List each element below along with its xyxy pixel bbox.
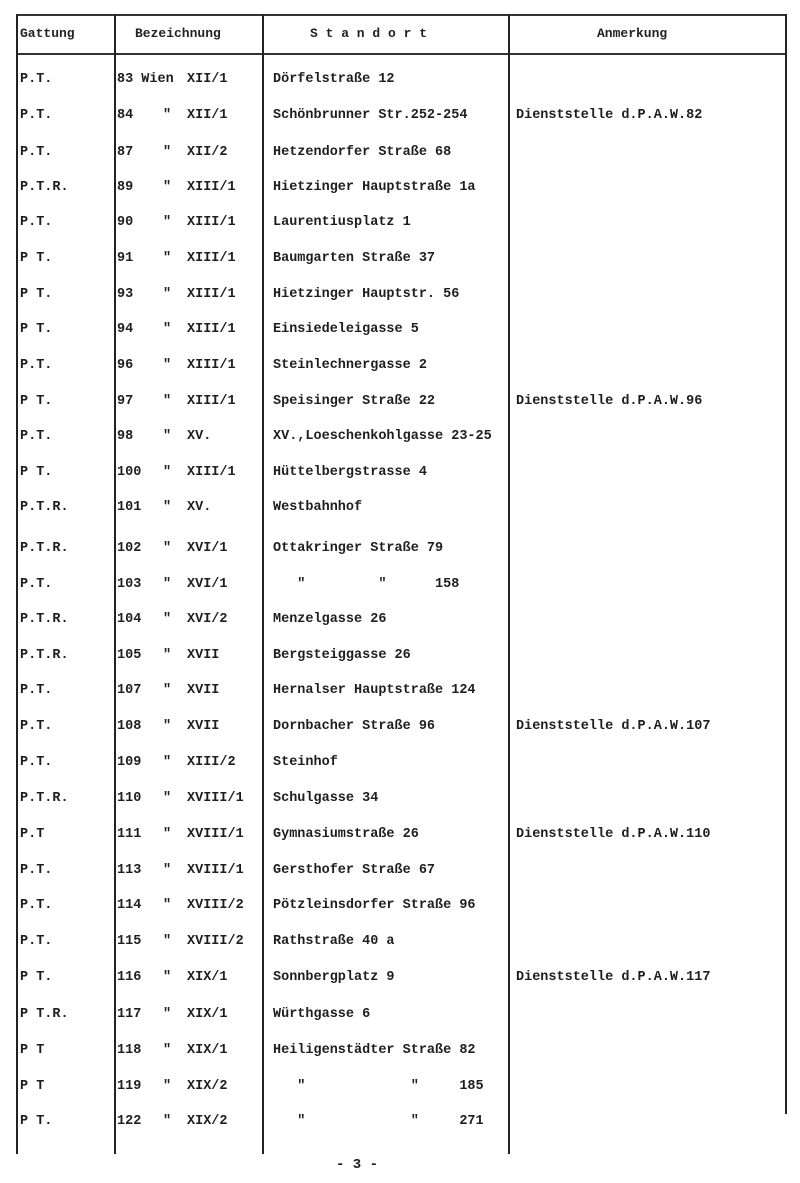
nummer-cell: 109 xyxy=(117,755,142,770)
ditto-mark: " xyxy=(163,108,172,123)
nummer-cell: 118 xyxy=(117,1043,142,1058)
anmerkung-cell: Dienststelle d.P.A.W.110 xyxy=(516,827,711,842)
ditto-mark: " xyxy=(163,145,172,160)
gattung-cell: P.T. xyxy=(20,145,53,160)
nummer-cell: 93 xyxy=(117,287,134,302)
gattung-cell: P T. xyxy=(20,322,53,337)
ditto-mark: " xyxy=(163,577,172,592)
gattung-cell: P T. xyxy=(20,1114,53,1129)
gattung-cell: P T. xyxy=(20,394,53,409)
gattung-cell: P.T.R. xyxy=(20,500,69,515)
nummer-cell: 102 xyxy=(117,541,142,556)
bezirk-cell: XIX/2 xyxy=(187,1079,228,1094)
gattung-cell: P.T. xyxy=(20,358,53,373)
ditto-mark: " xyxy=(163,358,172,373)
bezirk-cell: XVII xyxy=(187,683,220,698)
bezirk-cell: XVI/1 xyxy=(187,541,228,556)
ditto-mark: " xyxy=(163,215,172,230)
ditto-mark: " xyxy=(163,322,172,337)
ditto-mark: " xyxy=(163,1079,172,1094)
gattung-cell: P.T. xyxy=(20,863,53,878)
gattung-cell: P.T.R. xyxy=(20,791,69,806)
ditto-mark: " xyxy=(163,180,172,195)
gattung-cell: P.T. xyxy=(20,429,53,444)
gattung-cell: P.T. xyxy=(20,683,53,698)
gattung-cell: P T. xyxy=(20,970,53,985)
gattung-cell: P.T. xyxy=(20,719,53,734)
nummer-cell: 114 xyxy=(117,898,142,913)
standort-cell: Ottakringer Straße 79 xyxy=(273,541,444,556)
ditto-mark: " xyxy=(163,648,172,663)
nummer-cell: 116 xyxy=(117,970,142,985)
table-right-border xyxy=(785,14,787,1114)
column-divider-3 xyxy=(508,14,510,1154)
nummer-cell: 83 Wien xyxy=(117,72,174,87)
standort-cell: " " 271 xyxy=(273,1114,484,1129)
bezirk-cell: XVII xyxy=(187,648,220,663)
standort-cell: Steinlechnergasse 2 xyxy=(273,358,427,373)
anmerkung-cell: Dienststelle d.P.A.W.96 xyxy=(516,394,703,409)
ditto-mark: " xyxy=(163,863,172,878)
nummer-cell: 94 xyxy=(117,322,134,337)
gattung-cell: P.T xyxy=(20,827,45,842)
nummer-cell: 96 xyxy=(117,358,134,373)
ditto-mark: " xyxy=(163,251,172,266)
standort-cell: XV.,Loeschenkohlgasse 23-25 xyxy=(273,429,492,444)
bezirk-cell: XII/1 xyxy=(187,108,228,123)
bezirk-cell: XIII/1 xyxy=(187,180,236,195)
nummer-cell: 107 xyxy=(117,683,142,698)
nummer-cell: 100 xyxy=(117,465,142,480)
standort-cell: Laurentiusplatz 1 xyxy=(273,215,411,230)
ditto-mark: " xyxy=(163,394,172,409)
gattung-cell: P T. xyxy=(20,465,53,480)
standort-cell: Gersthofer Straße 67 xyxy=(273,863,436,878)
bezirk-cell: XIII/1 xyxy=(187,394,236,409)
gattung-cell: P.T. xyxy=(20,215,53,230)
bezirk-cell: XIX/1 xyxy=(187,1043,228,1058)
standort-cell: " " 158 xyxy=(273,577,460,592)
nummer-cell: 89 xyxy=(117,180,134,195)
gattung-cell: P T. xyxy=(20,287,53,302)
nummer-cell: 90 xyxy=(117,215,134,230)
nummer-cell: 105 xyxy=(117,648,142,663)
header-gattung: Gattung xyxy=(20,26,75,41)
nummer-cell: 84 xyxy=(117,108,134,123)
ditto-mark: " xyxy=(163,755,172,770)
gattung-cell: P.T.R. xyxy=(20,648,69,663)
column-divider-2 xyxy=(262,14,264,1154)
ditto-mark: " xyxy=(163,719,172,734)
nummer-cell: 108 xyxy=(117,719,142,734)
standort-cell: Hüttelbergstrasse 4 xyxy=(273,465,427,480)
nummer-cell: 91 xyxy=(117,251,134,266)
standort-cell: Gymnasiumstraße 26 xyxy=(273,827,419,842)
ditto-mark: " xyxy=(163,612,172,627)
gattung-cell: P.T. xyxy=(20,898,53,913)
bezirk-cell: XIX/2 xyxy=(187,1114,228,1129)
gattung-cell: P.T.R. xyxy=(20,180,69,195)
page-number: - 3 - xyxy=(336,1157,379,1173)
table-top-border xyxy=(16,14,786,16)
bezirk-cell: XVIII/1 xyxy=(187,791,244,806)
standort-cell: Würthgasse 6 xyxy=(273,1007,371,1022)
standort-cell: Sonnbergplatz 9 xyxy=(273,970,395,985)
gattung-cell: P T.R. xyxy=(20,1007,69,1022)
ditto-mark: " xyxy=(163,898,172,913)
ditto-mark: " xyxy=(163,1114,172,1129)
standort-cell: " " 185 xyxy=(273,1079,484,1094)
standort-cell: Rathstraße 40 a xyxy=(273,934,395,949)
standort-cell: Einsiedeleigasse 5 xyxy=(273,322,419,337)
standort-cell: Bergsteiggasse 26 xyxy=(273,648,411,663)
bezirk-cell: XVI/1 xyxy=(187,577,228,592)
nummer-cell: 122 xyxy=(117,1114,142,1129)
gattung-cell: P.T. xyxy=(20,108,53,123)
bezirk-cell: XV. xyxy=(187,429,212,444)
standort-cell: Westbahnhof xyxy=(273,500,363,515)
gattung-cell: P.T. xyxy=(20,755,53,770)
ditto-mark: " xyxy=(163,1007,172,1022)
anmerkung-cell: Dienststelle d.P.A.W.82 xyxy=(516,108,703,123)
header-standort: S t a n d o r t xyxy=(310,26,428,41)
gattung-cell: P T. xyxy=(20,251,53,266)
bezirk-cell: XVIII/2 xyxy=(187,934,244,949)
standort-cell: Menzelgasse 26 xyxy=(273,612,387,627)
standort-cell: Hietzinger Hauptstraße 1a xyxy=(273,180,476,195)
bezirk-cell: XIII/1 xyxy=(187,251,236,266)
standort-cell: Pötzleinsdorfer Straße 96 xyxy=(273,898,476,913)
bezirk-cell: XIX/1 xyxy=(187,970,228,985)
ditto-mark: " xyxy=(163,934,172,949)
bezirk-cell: XIII/2 xyxy=(187,755,236,770)
nummer-cell: 119 xyxy=(117,1079,142,1094)
gattung-cell: P.T. xyxy=(20,577,53,592)
header-anmerkung: Anmerkung xyxy=(597,26,668,41)
bezirk-cell: XIII/1 xyxy=(187,465,236,480)
anmerkung-cell: Dienststelle d.P.A.W.107 xyxy=(516,719,711,734)
column-divider-1 xyxy=(114,14,116,1154)
standort-cell: Hetzendorfer Straße 68 xyxy=(273,145,452,160)
gattung-cell: P T xyxy=(20,1043,45,1058)
nummer-cell: 104 xyxy=(117,612,142,627)
bezirk-cell: XIX/1 xyxy=(187,1007,228,1022)
bezirk-cell: XII/2 xyxy=(187,145,228,160)
gattung-cell: P.T.R. xyxy=(20,541,69,556)
bezirk-cell: XVII xyxy=(187,719,220,734)
ditto-mark: " xyxy=(163,500,172,515)
nummer-cell: 111 xyxy=(117,827,142,842)
bezirk-cell: XIII/1 xyxy=(187,215,236,230)
bezirk-cell: XIII/1 xyxy=(187,358,236,373)
standort-cell: Hietzinger Hauptstr. 56 xyxy=(273,287,460,302)
ditto-mark: " xyxy=(163,970,172,985)
nummer-cell: 115 xyxy=(117,934,142,949)
bezirk-cell: XVIII/2 xyxy=(187,898,244,913)
standort-cell: Hernalser Hauptstraße 124 xyxy=(273,683,476,698)
nummer-cell: 103 xyxy=(117,577,142,592)
standort-cell: Schönbrunner Str.252-254 xyxy=(273,108,468,123)
ditto-mark: " xyxy=(163,1043,172,1058)
gattung-cell: P.T. xyxy=(20,934,53,949)
bezirk-cell: XVIII/1 xyxy=(187,863,244,878)
standort-cell: Speisinger Straße 22 xyxy=(273,394,436,409)
standort-cell: Dornbacher Straße 96 xyxy=(273,719,436,734)
gattung-cell: P T xyxy=(20,1079,45,1094)
ditto-mark: " xyxy=(163,429,172,444)
bezirk-cell: XIII/1 xyxy=(187,287,236,302)
bezirk-cell: XII/1 xyxy=(187,72,228,87)
gattung-cell: P.T.R. xyxy=(20,612,69,627)
ditto-mark: " xyxy=(163,287,172,302)
standort-cell: Baumgarten Straße 37 xyxy=(273,251,436,266)
ditto-mark: " xyxy=(163,683,172,698)
header-bezeichnung: Bezeichnung xyxy=(135,26,221,41)
ditto-mark: " xyxy=(163,827,172,842)
nummer-cell: 110 xyxy=(117,791,142,806)
nummer-cell: 87 xyxy=(117,145,134,160)
bezirk-cell: XVIII/1 xyxy=(187,827,244,842)
bezirk-cell: XVI/2 xyxy=(187,612,228,627)
bezirk-cell: XIII/1 xyxy=(187,322,236,337)
bezirk-cell: XV. xyxy=(187,500,212,515)
nummer-cell: 101 xyxy=(117,500,142,515)
ditto-mark: " xyxy=(163,465,172,480)
ditto-mark: " xyxy=(163,791,172,806)
table-left-border xyxy=(16,14,18,1154)
standort-cell: Steinhof xyxy=(273,755,338,770)
gattung-cell: P.T. xyxy=(20,72,53,87)
nummer-cell: 113 xyxy=(117,863,142,878)
nummer-cell: 117 xyxy=(117,1007,142,1022)
ditto-mark: " xyxy=(163,541,172,556)
standort-cell: Schulgasse 34 xyxy=(273,791,379,806)
nummer-cell: 97 xyxy=(117,394,134,409)
nummer-cell: 98 xyxy=(117,429,134,444)
standort-cell: Dörfelstraße 12 xyxy=(273,72,395,87)
header-bottom-border xyxy=(16,53,786,55)
anmerkung-cell: Dienststelle d.P.A.W.117 xyxy=(516,970,711,985)
standort-cell: Heiligenstädter Straße 82 xyxy=(273,1043,476,1058)
